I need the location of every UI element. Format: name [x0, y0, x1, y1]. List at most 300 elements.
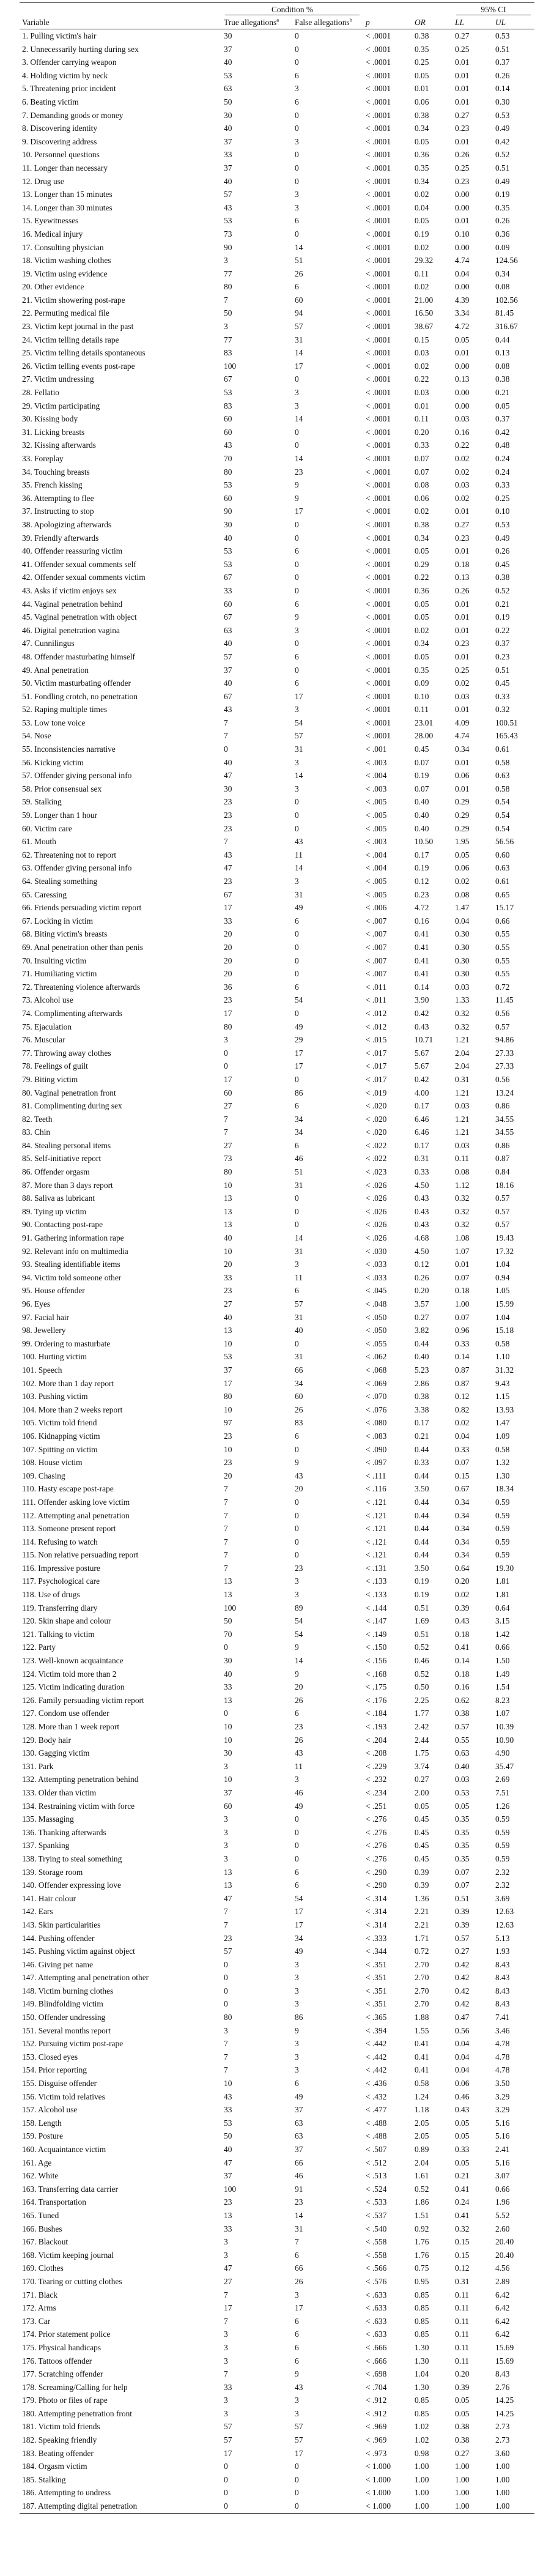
lower-limit-cell: 1.00	[452, 2500, 493, 2513]
false-pct-cell: 11	[295, 850, 303, 859]
true-pct-cell: 7	[224, 1550, 228, 1560]
lower-limit-cell: 0.00	[455, 190, 470, 199]
upper-limit-cell: 31.32	[495, 1365, 514, 1375]
false-pct-cell: 23	[295, 1563, 303, 1573]
variable-cell: 82. Teeth	[22, 1114, 53, 1124]
odds-ratio-cell: 3.82	[415, 1326, 429, 1335]
odds-ratio-cell: 1.36	[415, 1893, 429, 1903]
false-pct-cell: 3	[295, 190, 299, 199]
lower-limit-cell: 0.01	[455, 216, 470, 226]
true-pct-cell: 13	[224, 1326, 232, 1335]
upper-limit-cell: 0.37	[495, 414, 510, 424]
odds-ratio-cell: 0.39	[415, 1867, 429, 1877]
false-pct-cell: 0	[295, 956, 299, 965]
false-pct-cell: 57	[295, 322, 303, 332]
odds-ratio-cell: 0.19	[415, 1590, 429, 1600]
table-row	[20, 2024, 534, 2038]
true-pct-cell: 37	[224, 2171, 232, 2181]
odds-ratio-cell: 16.50	[415, 308, 434, 318]
lower-limit-cell: 0.87	[455, 1378, 470, 1388]
false-pct-cell: 40	[295, 1326, 303, 1335]
lower-limit-cell: 0.01	[455, 507, 470, 516]
lower-limit-cell: 0.57	[455, 1933, 470, 1943]
upper-limit-cell: 2.89	[495, 2276, 510, 2286]
upper-limit-cell: 5.16	[495, 2158, 510, 2167]
odds-ratio-cell: 2.21	[415, 1920, 429, 1929]
upper-limit-cell: 0.57	[495, 1022, 510, 1031]
table-row	[20, 1007, 534, 1020]
odds-ratio-cell: 3.57	[415, 1299, 429, 1308]
variable-cell: 155. Disguise offender	[22, 2079, 97, 2088]
variable-cell: 125. Victim indicating duration	[22, 1682, 125, 1692]
p-value-cell: < .033	[366, 1260, 387, 1269]
variable-cell: 3. Offender carrying weapon	[22, 58, 117, 67]
true-pct-cell: 33	[224, 916, 232, 926]
upper-limit-cell: 0.59	[495, 1827, 510, 1837]
odds-ratio-cell: 4.50	[415, 1246, 429, 1256]
table-row	[20, 2249, 534, 2262]
table-row	[20, 2394, 534, 2407]
lower-limit-cell: 0.96	[455, 1326, 470, 1335]
lower-limit-cell: 0.64	[455, 1563, 470, 1573]
odds-ratio-cell: 0.25	[415, 58, 429, 67]
upper-limit-cell: 0.05	[495, 401, 510, 410]
true-pct-cell: 0	[224, 1709, 228, 1718]
variable-cell: 80. Vaginal penetration front	[22, 1088, 116, 1097]
true-pct-cell: 10	[224, 1180, 232, 1190]
lower-limit-cell: 0.14	[455, 1352, 470, 1362]
lower-limit-cell: 0.03	[455, 1140, 470, 1150]
variable-cell: 175. Physical handicaps	[22, 2342, 102, 2352]
true-pct-cell: 60	[224, 1088, 232, 1097]
table-row	[20, 532, 534, 545]
true-pct-cell: 3	[224, 1854, 228, 1863]
true-pct-cell: 10	[224, 1775, 232, 1784]
true-pct-cell: 30	[224, 784, 232, 793]
lower-limit-cell: 0.39	[455, 1907, 470, 1917]
variable-cell: 131. Park	[22, 1761, 54, 1771]
false-pct-cell: 3	[295, 625, 299, 635]
false-pct-cell: 34	[295, 1378, 303, 1388]
odds-ratio-cell: 0.07	[415, 454, 429, 463]
odds-ratio-cell: 0.41	[415, 942, 429, 952]
lower-limit-cell: 0.35	[455, 1827, 470, 1837]
upper-limit-cell: 0.22	[495, 625, 510, 635]
lower-limit-cell: 1.21	[455, 1127, 470, 1137]
variable-cell: 21. Victim showering post-rape	[22, 295, 125, 305]
odds-ratio-cell: 1.24	[415, 2092, 429, 2101]
lower-limit-cell: 0.03	[455, 1775, 470, 1784]
odds-ratio-cell: 2.70	[415, 1959, 429, 1969]
p-value-cell: < .062	[366, 1352, 387, 1362]
p-value-cell: < .0001	[366, 374, 391, 384]
odds-ratio-cell: 0.92	[415, 2224, 429, 2233]
false-pct-cell: 86	[295, 1088, 303, 1097]
lower-limit-cell: 0.01	[455, 58, 470, 67]
table-row	[20, 360, 534, 373]
p-value-cell: < .633	[366, 2316, 387, 2326]
p-value-cell: < .150	[366, 1642, 387, 1652]
p-value-cell: < .0001	[366, 70, 391, 80]
p-value-cell: < .004	[366, 850, 387, 859]
upper-limit-cell: 12.63	[495, 1907, 514, 1917]
p-value-cell: < .007	[366, 929, 387, 939]
variable-cell: 144. Pushing offender	[22, 1933, 95, 1943]
false-pct-cell: 14	[295, 771, 303, 781]
odds-ratio-cell: 38.67	[415, 322, 434, 332]
lower-limit-cell: 1.21	[455, 1114, 470, 1124]
table-row	[20, 294, 534, 307]
table-row	[20, 1337, 534, 1351]
true-pct-cell: 13	[224, 1880, 232, 1890]
variable-cell: 136. Thanking afterwards	[22, 1827, 106, 1837]
table-row	[20, 2235, 534, 2249]
variable-cell: 10. Personnel questions	[22, 150, 100, 160]
p-value-cell: < .973	[366, 2448, 387, 2458]
table-row	[20, 333, 534, 347]
lower-limit-cell: 0.04	[455, 2065, 470, 2075]
table-row	[20, 1522, 534, 1535]
table-row	[20, 795, 534, 809]
odds-ratio-cell: 0.52	[415, 2184, 429, 2194]
upper-limit-cell: 0.59	[495, 1497, 510, 1507]
table-row	[20, 399, 534, 413]
lower-limit-cell: 0.04	[455, 916, 470, 926]
true-pct-cell: 80	[224, 2013, 232, 2022]
true-pct-cell: 0	[224, 1973, 228, 1983]
false-pct-cell: 31	[295, 2224, 303, 2233]
table-row	[20, 835, 534, 848]
false-pct-cell: 0	[295, 811, 299, 820]
header-lower-limit: LL	[452, 16, 493, 29]
variable-cell: 34. Touching breasts	[22, 467, 90, 477]
true-pct-cell: 57	[224, 1947, 232, 1956]
lower-limit-cell: 0.06	[455, 863, 470, 873]
p-value-cell: < .290	[366, 1880, 387, 1890]
table-row	[20, 729, 534, 743]
odds-ratio-cell: 2.44	[415, 1735, 429, 1745]
true-pct-cell: 7	[224, 1510, 228, 1520]
false-pct-cell: 34	[295, 1933, 303, 1943]
lower-limit-cell: 0.43	[455, 1616, 470, 1626]
p-value-cell: < .0001	[366, 256, 391, 265]
false-pct-cell: 23	[295, 467, 303, 477]
upper-limit-cell: 0.87	[495, 1154, 510, 1164]
lower-limit-cell: 0.23	[455, 639, 470, 648]
true-pct-cell: 20	[224, 942, 232, 952]
upper-limit-cell: 2.76	[495, 2382, 510, 2392]
variable-cell: 121. Talking to victim	[22, 1629, 95, 1639]
variable-cell: 163. Transferring data carrier	[22, 2184, 118, 2194]
upper-limit-cell: 56.56	[495, 837, 514, 847]
false-pct-cell: 49	[295, 1801, 303, 1811]
odds-ratio-cell: 0.85	[415, 2290, 429, 2299]
p-value-cell: < .121	[366, 1550, 387, 1560]
p-value-cell: < .442	[366, 2039, 387, 2049]
table-row	[20, 2262, 534, 2275]
false-pct-cell: 31	[295, 889, 303, 899]
false-pct-cell: 23	[295, 2197, 303, 2207]
p-value-cell: < .149	[366, 1629, 387, 1639]
p-value-cell: < .276	[366, 1854, 387, 1863]
odds-ratio-cell: 1.75	[415, 1748, 429, 1758]
upper-limit-cell: 17.32	[495, 1246, 514, 1256]
table-row	[20, 69, 534, 83]
variable-cell: 164. Transportation	[22, 2197, 86, 2207]
upper-limit-cell: 0.26	[495, 216, 510, 226]
false-pct-cell: 6	[295, 282, 299, 292]
variable-cell: 99. Ordering to masturbate	[22, 1338, 111, 1348]
variable-cell: 104. More than 2 weeks report	[22, 1405, 123, 1414]
odds-ratio-cell: 0.19	[415, 229, 429, 239]
odds-ratio-cell: 28.00	[415, 731, 434, 741]
false-pct-cell: 3	[295, 1986, 299, 1995]
p-value-cell: < .004	[366, 863, 387, 873]
variable-cell: 83. Chin	[22, 1127, 51, 1137]
variable-cell: 37. Instructing to stop	[22, 507, 94, 516]
table-row	[20, 452, 534, 466]
lower-limit-cell: 0.01	[455, 599, 470, 609]
p-value-cell: < .005	[366, 823, 387, 833]
true-pct-cell: 7	[224, 2316, 228, 2326]
false-pct-cell: 17	[295, 1907, 303, 1917]
odds-ratio-cell: 0.45	[415, 1827, 429, 1837]
upper-limit-cell: 19.30	[495, 1563, 514, 1573]
variable-cell: 158. Length	[22, 2118, 62, 2128]
upper-limit-cell: 18.16	[495, 1180, 514, 1190]
table-row	[20, 1720, 534, 1734]
table-row	[20, 2063, 534, 2077]
true-pct-cell: 7	[224, 1907, 228, 1917]
table-row	[20, 2037, 534, 2051]
odds-ratio-cell: 6.46	[415, 1114, 429, 1124]
true-pct-cell: 37	[224, 1365, 232, 1375]
table-row	[20, 188, 534, 201]
table-row	[20, 1231, 534, 1245]
odds-ratio-cell: 0.42	[415, 1074, 429, 1084]
odds-ratio-cell: 0.51	[415, 1603, 429, 1613]
variable-cell: 159. Posture	[22, 2131, 63, 2141]
odds-ratio-cell: 0.50	[415, 1682, 429, 1692]
table-row	[20, 1179, 534, 1192]
table-row	[20, 1496, 534, 1509]
false-pct-cell: 66	[295, 2158, 303, 2167]
table-row	[20, 1575, 534, 1588]
table-row	[20, 1152, 534, 1165]
upper-limit-cell: 3.07	[495, 2171, 510, 2181]
variable-cell: 122. Party	[22, 1642, 56, 1652]
lower-limit-cell: 1.00	[455, 2462, 470, 2471]
lower-limit-cell: 0.40	[455, 1761, 470, 1771]
table-row	[20, 1205, 534, 1219]
lower-limit-cell: 0.05	[455, 850, 470, 859]
p-value-cell: < .436	[366, 2079, 387, 2088]
upper-limit-cell: 2.73	[495, 2422, 510, 2432]
table-row	[20, 1456, 534, 1469]
p-value-cell: < .023	[366, 1167, 387, 1177]
false-pct-cell: 20	[295, 1484, 303, 1494]
lower-limit-cell: 0.05	[455, 2131, 470, 2141]
table-row	[20, 466, 534, 479]
true-pct-cell: 23	[224, 1431, 232, 1441]
variable-cell: 73. Alcohol use	[22, 995, 73, 1005]
false-pct-cell: 6	[295, 916, 299, 926]
table-row	[20, 1826, 534, 1839]
table-row	[20, 1562, 534, 1575]
p-value-cell: < .365	[366, 2013, 387, 2022]
table-row	[20, 1086, 534, 1100]
variable-cell: 56. Kicking victim	[22, 757, 84, 767]
odds-ratio-cell: 0.43	[415, 1220, 429, 1230]
variable-cell: 69. Anal penetration other than penis	[22, 942, 143, 952]
odds-ratio-cell: 0.10	[415, 691, 429, 701]
table-row	[20, 1113, 534, 1126]
true-pct-cell: 53	[224, 1352, 232, 1362]
variable-cell: 93. Stealing identifiable items	[22, 1260, 120, 1269]
upper-limit-cell: 0.45	[495, 678, 510, 688]
false-pct-cell: 0	[295, 1854, 299, 1863]
table-row	[20, 373, 534, 386]
p-value-cell: < .121	[366, 1510, 387, 1520]
variable-cell: 181. Victim told friends	[22, 2422, 100, 2432]
p-value-cell: < .576	[366, 2276, 387, 2286]
table-row	[20, 280, 534, 294]
table-row	[20, 598, 534, 611]
true-pct-cell: 47	[224, 771, 232, 781]
false-pct-cell: 0	[295, 1814, 299, 1824]
true-pct-cell: 40	[224, 2145, 232, 2154]
table-row	[20, 2117, 534, 2130]
upper-limit-cell: 1.00	[495, 2474, 510, 2484]
upper-limit-cell: 0.09	[495, 242, 510, 252]
odds-ratio-cell: 0.06	[415, 493, 429, 503]
true-pct-cell: 77	[224, 269, 232, 278]
lower-limit-cell: 0.43	[455, 2105, 470, 2115]
true-pct-cell: 67	[224, 374, 232, 384]
table-row	[20, 478, 534, 492]
p-value-cell: < .513	[366, 2171, 387, 2181]
upper-limit-cell: 1.07	[495, 1709, 510, 1718]
lower-limit-cell: 0.32	[455, 1193, 470, 1203]
upper-limit-cell: 14.25	[495, 2396, 514, 2405]
p-value-cell: < .351	[366, 1986, 387, 1995]
p-value-cell: < .175	[366, 1682, 387, 1692]
odds-ratio-cell: 0.09	[415, 678, 429, 688]
table-row	[20, 1271, 534, 1285]
upper-limit-cell: 10.39	[495, 1722, 514, 1731]
true-pct-cell: 80	[224, 282, 232, 292]
upper-limit-cell: 8.43	[495, 1973, 510, 1983]
lower-limit-cell: 0.55	[455, 1735, 470, 1745]
table-row	[20, 29, 534, 43]
true-pct-cell: 17	[224, 903, 232, 913]
p-value-cell: < .351	[366, 1959, 387, 1969]
p-value-cell: < .003	[366, 784, 387, 793]
odds-ratio-cell: 1.00	[415, 2462, 429, 2471]
upper-limit-cell: 0.53	[495, 110, 510, 120]
lower-limit-cell: 0.27	[455, 1947, 470, 1956]
odds-ratio-cell: 1.88	[415, 2013, 429, 2022]
variable-cell: 9. Discovering address	[22, 136, 97, 146]
upper-limit-cell: 0.55	[495, 969, 510, 979]
upper-limit-cell: 0.57	[495, 1193, 510, 1203]
table-row	[20, 1284, 534, 1297]
true-pct-cell: 0	[224, 1986, 228, 1995]
table-row	[20, 993, 534, 1007]
lower-limit-cell: 0.01	[455, 784, 470, 793]
table-row	[20, 1443, 534, 1457]
p-value-cell: < .0001	[366, 401, 391, 410]
false-pct-cell: 3	[295, 1260, 299, 1269]
false-pct-cell: 17	[295, 1048, 303, 1058]
variable-cell: 29. Victim participating	[22, 401, 100, 410]
p-value-cell: < .488	[366, 2118, 387, 2128]
table-row	[20, 1932, 534, 1945]
variable-cell: 64. Stealing something	[22, 877, 98, 886]
table-row	[20, 1535, 534, 1549]
false-pct-cell: 0	[295, 1537, 299, 1546]
lower-limit-cell: 1.00	[455, 2488, 470, 2498]
odds-ratio-cell: 0.05	[415, 136, 429, 146]
odds-ratio-cell: 1.69	[415, 1616, 429, 1626]
lower-limit-cell: 0.41	[455, 2210, 470, 2220]
p-value-cell: < .0001	[366, 308, 391, 318]
p-value-cell: < .0001	[366, 467, 391, 477]
lower-limit-cell: 0.04	[455, 269, 470, 278]
p-value-cell: < .477	[366, 2105, 387, 2115]
table-row	[20, 2275, 534, 2288]
upper-limit-cell: 1.15	[495, 1392, 510, 1401]
lower-limit-cell: 0.34	[455, 1510, 470, 1520]
variable-cell: 43. Asks if victim enjoys sex	[22, 585, 117, 595]
upper-limit-cell: 8.43	[495, 2369, 510, 2379]
table-row	[20, 492, 534, 505]
true-pct-cell: 47	[224, 2158, 232, 2167]
upper-limit-cell: 0.30	[495, 97, 510, 106]
variable-cell: 115. Non relative persuading report	[22, 1550, 139, 1560]
true-pct-cell: 53	[224, 546, 232, 556]
lower-limit-cell: 0.57	[455, 1722, 470, 1731]
variable-cell: 106. Kidnapping victim	[22, 1431, 100, 1441]
odds-ratio-cell: 0.17	[415, 1101, 429, 1111]
table-row	[20, 1126, 534, 1139]
upper-limit-cell: 3.50	[495, 2079, 510, 2088]
upper-limit-cell: 0.21	[495, 388, 510, 398]
true-pct-cell: 27	[224, 2276, 232, 2286]
table-row	[20, 505, 534, 518]
p-value-cell: < .0001	[366, 454, 391, 463]
p-value-cell: < .007	[366, 956, 387, 965]
true-pct-cell: 67	[224, 612, 232, 622]
odds-ratio-cell: 0.19	[415, 863, 429, 873]
lower-limit-cell: 0.05	[455, 2158, 470, 2167]
false-pct-cell: 14	[295, 242, 303, 252]
variable-cell: 123. Well-known acquaintance	[22, 1656, 124, 1666]
odds-ratio-cell: 2.05	[415, 2131, 429, 2141]
upper-limit-cell: 0.19	[495, 190, 510, 199]
true-pct-cell: 23	[224, 823, 232, 833]
variable-cell: 50. Victim masturbating offender	[22, 678, 131, 688]
lower-limit-cell: 0.38	[455, 2422, 470, 2432]
odds-ratio-cell: 2.00	[415, 1787, 429, 1797]
p-value-cell: < .070	[366, 1392, 387, 1401]
odds-ratio-cell: 0.05	[415, 216, 429, 226]
p-value-cell: < .007	[366, 916, 387, 926]
true-pct-cell: 7	[224, 2039, 228, 2049]
table-row	[20, 2090, 534, 2104]
p-value-cell: < .0001	[366, 136, 391, 146]
odds-ratio-cell: 0.22	[415, 374, 429, 384]
